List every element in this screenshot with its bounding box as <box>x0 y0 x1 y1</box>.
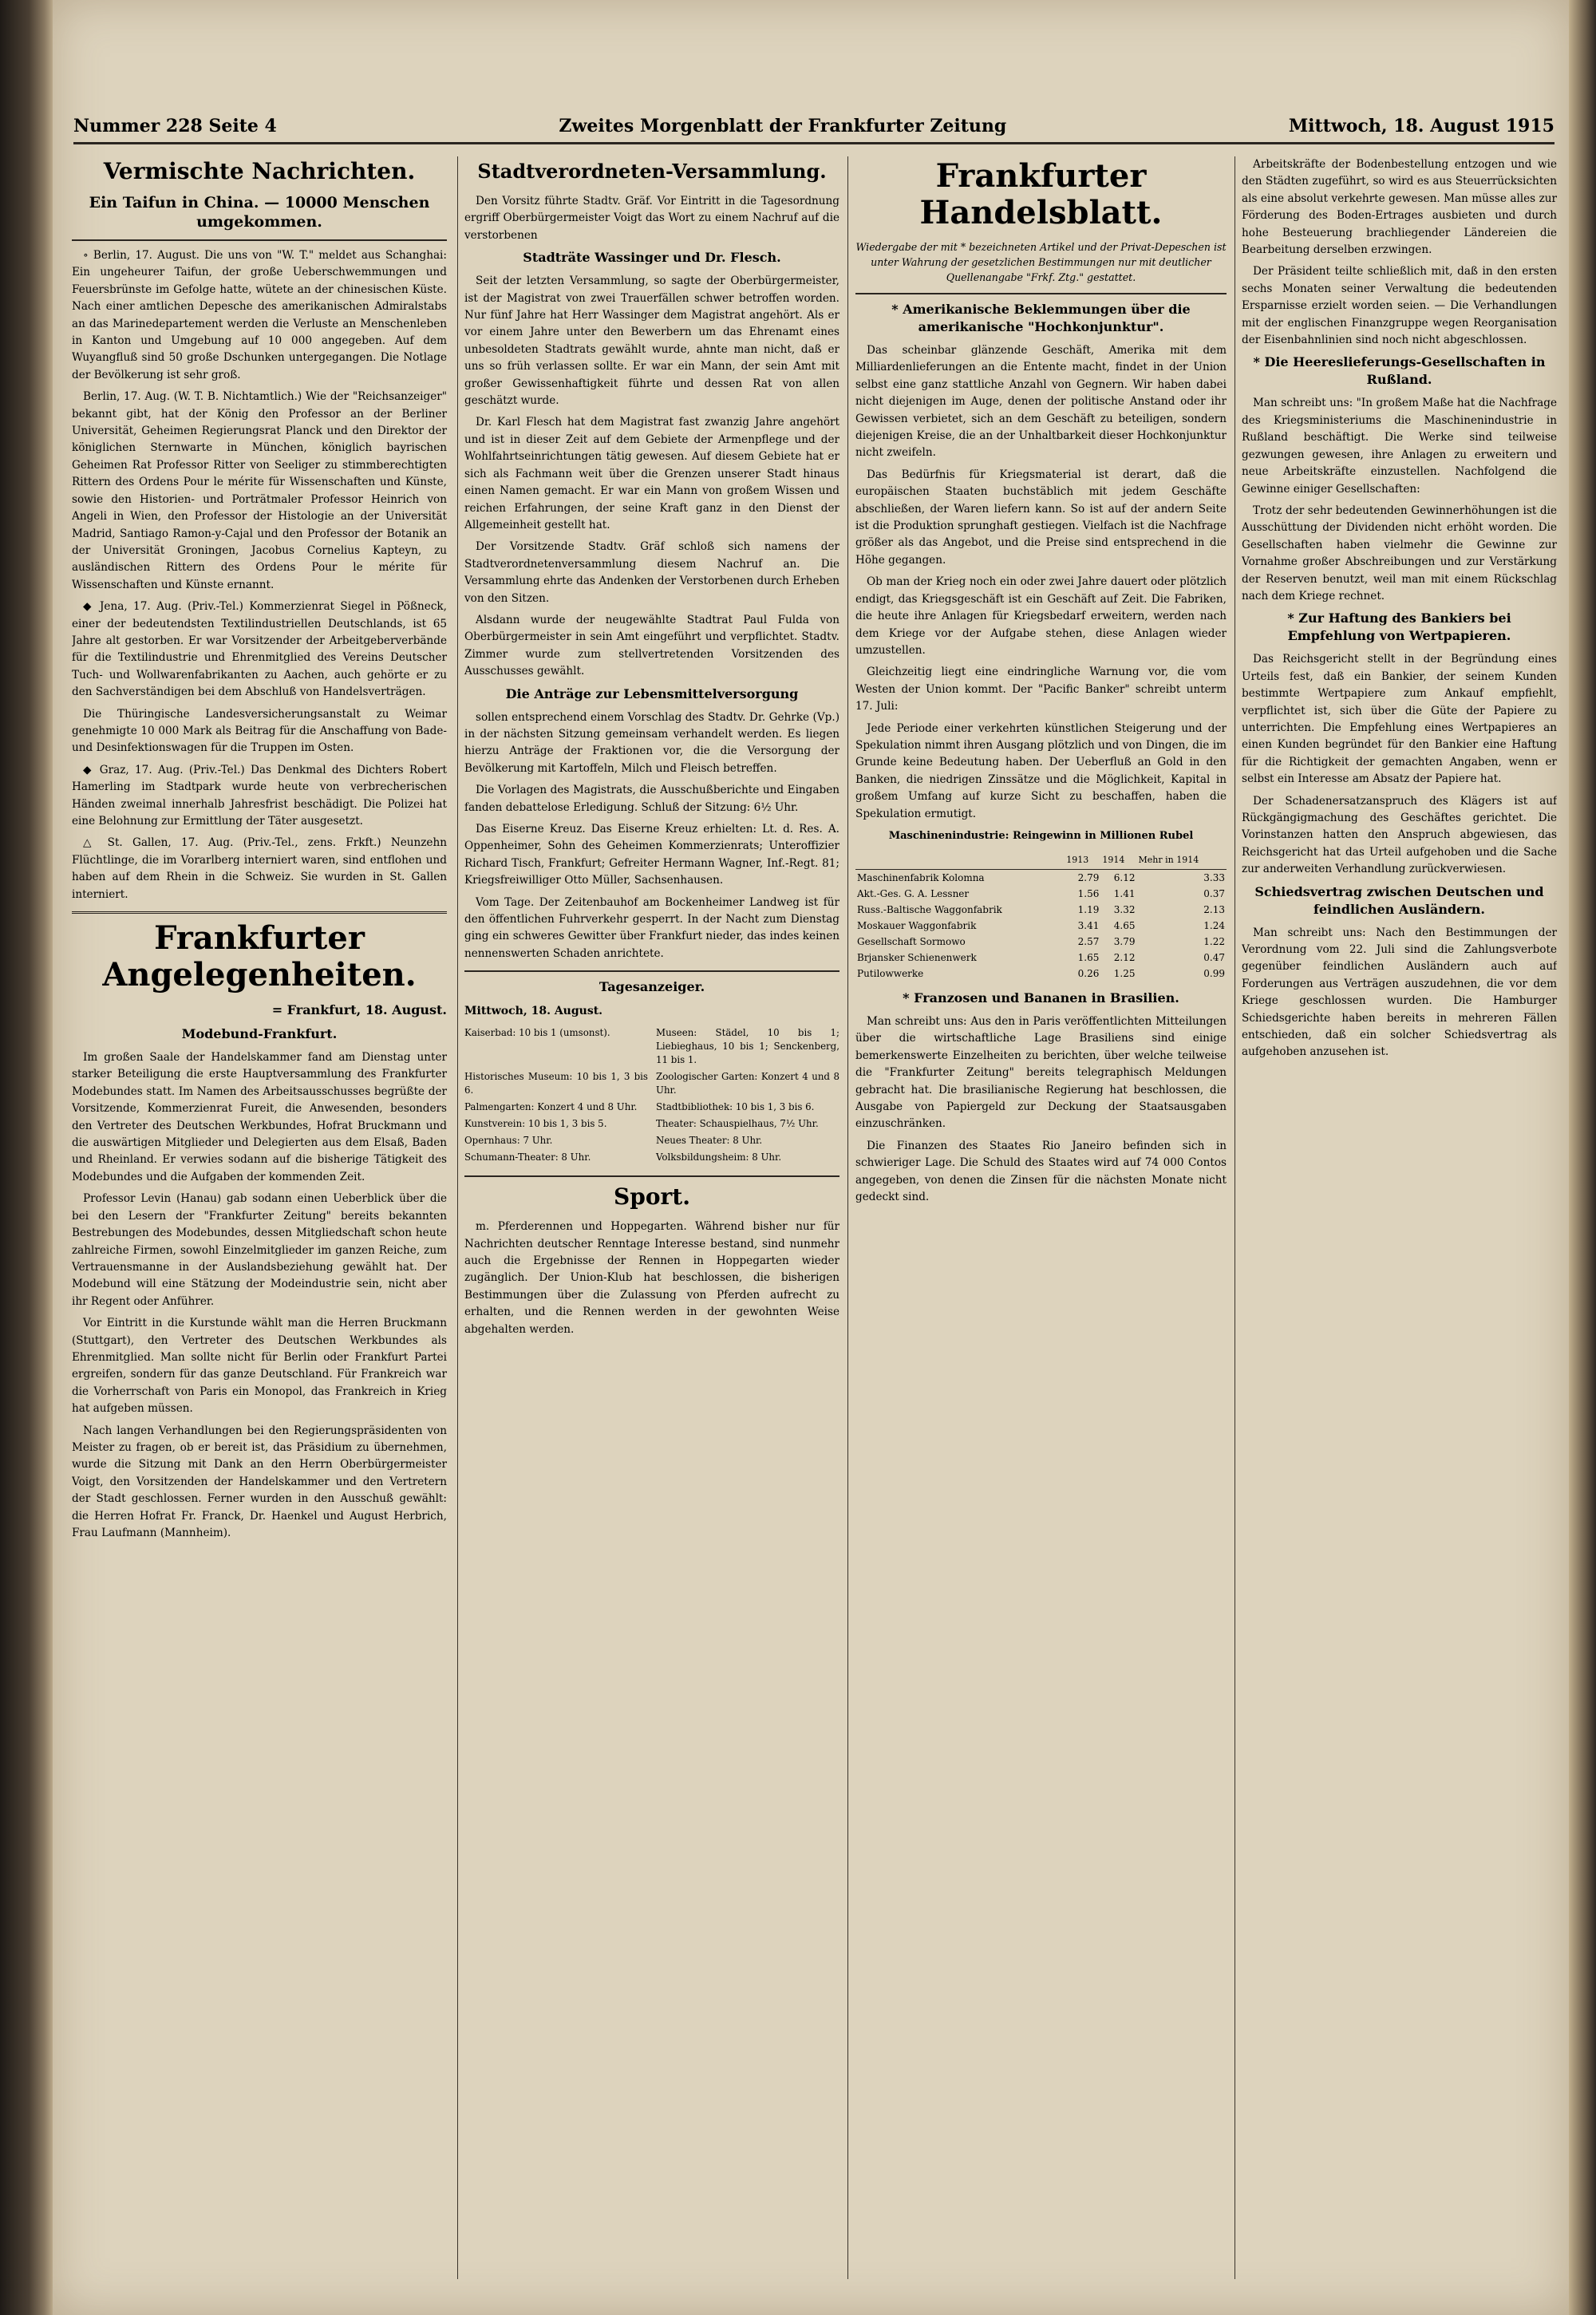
tagesanzeiger-list <box>464 1026 839 1167</box>
article-paragraph: sollen entsprechend einem Vorschlag des Stadtv. Dr. Gehrke (Vp.) in der nächsten Sitzung gemeinsam verhandelt werden. Es liegen hierzu Anträge der Fraktionen vor, die die Versorgung der Bevölkerung mit Kartoffeln, Milch und Fleisch betreffen. <box>464 710 839 775</box>
table-row <box>855 934 1227 950</box>
section-headline: Stadtverordneten-Versammlung. <box>477 160 827 183</box>
section-headline: Frankfurter Handelsblatt. <box>919 157 1163 231</box>
list-item: Kunstverein: 10 bis 1, 3 bis 5. <box>464 1118 607 1130</box>
column-handel-continued <box>1242 156 1557 2279</box>
table-cell: 3.41 <box>1077 919 1100 931</box>
list-item: Schumann-Theater: 8 Uhr. <box>464 1152 591 1163</box>
column-stadtverordnete <box>464 156 839 2279</box>
table-cell: 3.33 <box>1203 871 1225 883</box>
table-row <box>855 902 1227 918</box>
page-edge <box>1569 0 1596 2315</box>
table-cell: Akt.-Ges. G. A. Lessner <box>857 887 970 899</box>
earnings-table <box>855 851 1227 982</box>
section-headline: Frankfurter Angelegenheiten. <box>102 919 417 994</box>
table-cell: 0.26 <box>1077 967 1100 979</box>
article-paragraph: Man schreibt uns: "In großem Maße hat die Nachfrage des Kriegsministeriums die Maschinenindustrie in Rußland beschäftigt. Die Werke sind teilweise gezwungen gewesen, ihre Anlagen zu erweitern und neue Arbeitskräfte einzustellen. Nachfolgend die Gewinne einiger Gesellschaften: <box>1242 397 1557 496</box>
article-paragraph: Den Vorsitz führte Stadtv. Gräf. Vor Eintritt in die Tagesordnung ergriff Oberbürgermeister Voigt das Wort zu einem Nachruf auf die verstorbenen <box>464 195 839 242</box>
article-paragraph: Trotz der sehr bedeutenden Gewinnerhöhungen ist die Ausschüttung der Dividenden nicht erhöht worden. Die Gesellschaften haben vielmehr die Gewinne zur Vornahme großer Abschreibungen und zur Verstärkung der Reserven benutzt, weil man mit einem Rückschlag nach dem Kriege rechnet. <box>1242 504 1557 602</box>
article-paragraph: △ St. Gallen, 17. Aug. (Priv.-Tel., zens. Frkft.) Neunzehn Flüchtlinge, die im Vorarlberg interniert waren, sind entflohen und haben auf dem Rhein in die Schweiz. Sie wurden in St. Gallen interniert. <box>72 836 447 901</box>
article-paragraph: Im großen Saale der Handelskammer fand am Dienstag unter starker Beteiligung die erste Hauptversammlung des Frankfurter Modebundes statt. Im Namen des Arbeitsausschusses begrüßte der Vorsitzende, Kommerzienrat Fureit, die Anwesenden, besonders den Vertreter des Deutschen Werkbundes, Hofrat Bruckmann und die auswärtigen Mitglieder und Delegierten aus dem Elsaß, Baden und Rheinland. Er verwies sodann auf die bisherige Tätigkeit des Modebundes und die Aufgaben der kommenden Zeit. <box>72 1051 447 1183</box>
article-paragraph: ◆ Jena, 17. Aug. (Priv.-Tel.) Kommerzienrat Siegel in Pößneck, einer der bedeutendsten Textilindustriellen Deutschlands, ist 65 Jahre alt gestorben. Er war Vorsitzender der Arbeitgeberverbände für die Textilindustrie und Ehrenmitglied des Vereins Deutscher Tuch- und Wollwarenfabrikanten zu Aachen, auch gehörte er zu den Sachverständigen bei dem Abschluß von Handelsverträgen. <box>72 600 447 699</box>
divider <box>72 911 447 914</box>
article-paragraph: Professor Levin (Hanau) gab sodann einen Ueberblick über die bei den Lesern der "Frankfurter Zeitung" bereits bekannten Bestrebungen des Modebundes, dessen Mitgliedschaft schon heute zahlreiche Firmen, sowohl Einzelmitglieder im ganzen Reiche, zum Vertrauensmanne in der Auslandsbeziehung gewählt hat. Der Modebund will eine Stätzung der Modeindustrie sein, nicht aber ihr Regent oder Anführer. <box>72 1192 447 1308</box>
article-paragraph: Der Präsident teilte schließlich mit, daß in den ersten sechs Monaten seiner Verwaltung die bedeutenden Ersparnisse erzielt worden seien. — Die Verhandlungen mit der englischen Finanzgruppe wegen Reorganisation der Eisenbahnlinien sind noch nicht abgeschlossen. <box>1242 265 1557 347</box>
article-paragraph: Das Bedürfnis für Kriegsmaterial ist derart, daß die europäischen Staaten buchstäblich mit jedem Geschäfte abschließen, der Waren liefern kann. So ist auf der andern Seite ist die Produktion sprunghaft gestiegen. Vielfach ist die Nachfrage größer als das Angebot, und die Preise sind entsprechend in die Höhe gegangen. <box>855 468 1227 567</box>
table-row <box>855 950 1227 966</box>
article-paragraph: Berlin, 17. Aug. (W. T. B. Nichtamtlich.) Wie der "Reichsanzeiger" bekannt gibt, hat der König den Professor an der Berliner Universität, Geheimen Regierungsrat Planck und den Direktor der königlichen Sternwarte in München, königlich bayrischen Geheimen Rat Professor Ritter von Seeliger zu stimmberechtigten Rittern des Ordens Pour le mérite für Wissenschaften und Künste, sowie den Historien- und Porträtmaler Professor Heinrich von Angeli in Wien, den Professor der Histologie an der Universität Madrid, Santiago Ramon-y-Cajal und den Professor der Botanik an der Universität Groningen, Jacobus Cornelius Kapteyn, zu ausländischen Rittern des Ordens Pour le mérite für Wissenschaften und Künste ernannt. <box>72 390 447 591</box>
article-paragraph: Alsdann wurde der neugewählte Stadtrat Paul Fulda von Oberbürgermeister in sein Amt eingeführt und verpflichtet. Stadtv. Zimmer wurde zum stellvertretenden Vorsitzenden des Ausschusses gewählt. <box>464 613 839 678</box>
table-cell: 1.22 <box>1203 935 1225 947</box>
article-paragraph: Gleichzeitig liegt eine eindringliche Warnung vor, die vom Westen der Union kommt. Der "Pacific Banker" schreibt unterm 17. Juli: <box>855 666 1227 713</box>
table-cell: 1.65 <box>1077 951 1100 963</box>
article-headline: Schiedsvertrag zwischen Deutschen und feindlichen Ausländern. <box>1254 883 1544 917</box>
table-body <box>855 869 1227 982</box>
article-paragraph: Der Vorsitzende Stadtv. Gräf schloß sich namens der Stadtverordnetenversammlung diesem Nachruf an. Die Versammlung ehrte das Andenken der Verstorbenen durch Erheben von den Sitzen. <box>464 540 839 605</box>
list-item: Historisches Museum: 10 bis 1, 3 bis 6. <box>464 1071 648 1096</box>
table-row <box>855 918 1227 934</box>
column-handelsblatt <box>855 156 1227 2279</box>
table-cell: 6.12 <box>1113 871 1136 883</box>
table-cell: Moskauer Waggonfabrik <box>857 919 977 931</box>
table-cell: 1.19 <box>1077 903 1100 915</box>
table-header-row <box>855 851 1227 870</box>
tagesanzeiger-title: Tagesanzeiger. <box>598 979 705 995</box>
list-item: Volksbildungsheim: 8 Uhr. <box>656 1152 782 1163</box>
table-cell: 3.79 <box>1113 935 1136 947</box>
article-paragraph: Man schreibt uns: Nach den Bestimmungen der Verordnung vom 22. Juli sind die Zahlungsverbote gegenüber feindlichen Ausländern auch auf Forderungen aus Verträgen auszudehnen, die vor dem Kriege geschlossen wurden. Die Hamburger Schiedsgerichte haben bereits in mehreren Fällen entschieden, daß ein solcher Schiedsvertrag als aufgehoben anzusehen ist. <box>1242 926 1557 1059</box>
article-headline: Ein Taifun in China. — 10000 Menschen umgekommen. <box>89 194 430 231</box>
table-header: 1914 <box>1100 851 1136 870</box>
section-headline: Sport. <box>614 1183 690 1211</box>
table-header: Mehr in 1914 <box>1136 851 1227 870</box>
issue-date: Mittwoch, 18. August 1915 <box>1288 116 1555 136</box>
table-cell: Putilowwerke <box>857 967 924 979</box>
article-paragraph: Das scheinbar glänzende Geschäft, Amerika mit dem Milliardenlieferungen an die Entente macht, findet in der Union selbst eine ganz stattliche Anzahl von Gegnern. Wir haben dabei nicht diejenigen im Auge, denen der politische Anstand oder ihr Gewissen verbietet, sich an dem Geschäft zu beteiligen, sondern diejenigen Kreise, die an der Unhaltbarkeit dieser Hochkonjunktur nicht zweifeln. <box>855 344 1227 460</box>
table-cell: 1.56 <box>1077 887 1100 899</box>
column-vermischtes <box>72 156 447 2279</box>
article-paragraph: Die Finanzen des Staates Rio Janeiro befinden sich in schwieriger Lage. Die Schuld des Staates wird auf 74 000 Contos angegeben, von denen die Zinsen für die nächsten Monate nicht gedeckt sind. <box>855 1139 1227 1204</box>
article-headline: Die Anträge zur Lebensmittelversorgung <box>505 685 799 701</box>
list-item: Neues Theater: 8 Uhr. <box>656 1135 763 1147</box>
article-paragraph: Das Eiserne Kreuz. Das Eiserne Kreuz erhielten: Lt. d. Res. A. Oppenheimer, Sohn des Geheimen Kommerzienrats; Unteroffizier Richard Tisch, Frankfurt; Gefreiter Hermann Wagner, Inf.-Regt. 81; Kriegsfreiwilliger Otto Müller, Sachsenhausen. <box>464 823 839 887</box>
table-cell: 4.65 <box>1113 919 1136 931</box>
table-cell: 3.32 <box>1113 903 1136 915</box>
list-item: Palmengarten: Konzert 4 und 8 Uhr. <box>464 1101 638 1113</box>
table-cell: Maschinenfabrik Kolomna <box>857 871 985 883</box>
column-rule <box>457 156 458 2279</box>
article-paragraph: Der Schadenersatzanspruch des Klägers ist auf Rückgängigmachung des Geschäftes gerichtet. Die Vorinstanzen hatten den Anspruch abgewiesen, das Reichsgericht hat das Urteil aufgehoben und die Sache zur anderweiten Verhandlung zurückverwiesen. <box>1242 794 1557 876</box>
table-cell: Brjansker Schienenwerk <box>857 951 977 963</box>
divider <box>464 970 839 972</box>
article-headline: * Die Heereslieferungs-Gesellschaften in Rußland. <box>1253 354 1546 388</box>
list-item: Theater: Schauspielhaus, 7½ Uhr. <box>656 1118 819 1130</box>
article-paragraph: m. Pferderennen und Hoppegarten. Während bisher nur für Nachrichten deutscher Renntage Interesse bestand, sind nunmehr auch die Ergebnisse der Rennen in Hoppegarten wieder zugänglich. Der Union-Klub hat beschlossen, die bisherigen Bestimmungen über die Zulassung von Pferden aufrecht zu erhalten, und die Rennen werden in der gewohnten Weise abgehalten werden. <box>464 1220 839 1336</box>
table-cell: 2.79 <box>1077 871 1100 883</box>
divider <box>855 293 1227 294</box>
article-paragraph: ∘ Berlin, 17. August. Die uns von "W. T." meldet aus Schanghai: Ein ungeheurer Taifun, der große Ueberschwemmungen und Feuersbrünste im Gefolge hatte, wütete an der chinesischen Küste. Nach einer amtlichen Depesche des amerikanischen Admiralstabs an das Marinedepartement werden die Verluste an Menschenleben in Kanton und Umgebung auf 10 000 angegeben. Auf dem Wuyangfluß sind 50 große Dschunken untergegangen. Die Notlage der Bevölkerung ist sehr groß. <box>72 249 447 381</box>
divider <box>72 239 447 241</box>
reprint-notice: Wiedergabe der mit * bezeichneten Artikel und der Privat-Depeschen ist unter Wahrung der gesetzlichen Bestimmungen nur mit deutlicher Quellenangabe "Frkf. Ztg." gestattet. <box>855 241 1227 283</box>
table-cell: Gesellschaft Sormowo <box>857 935 966 947</box>
table-cell: 2.57 <box>1077 935 1100 947</box>
article-paragraph: Nach langen Verhandlungen bei den Regierungspräsidenten von Meister zu fragen, ob er bereit ist, das Präsidium zu übernehmen, wurde die Sitzung mit Dank an den Herrn Oberbürgermeister Voigt, den Vorsitzenden der Handelskammer und den Vertretern der Stadt geschlossen. Ferner wurden in den Ausschuß gewählt: die Herren Hofrat Fr. Franck, Dr. Haenkel und August Herbrich, Frau Laufmann (Mannheim). <box>72 1424 447 1539</box>
article-paragraph: ◆ Graz, 17. Aug. (Priv.-Tel.) Das Denkmal des Dichters Robert Hamerling im Stadtpark wurde heute von verbrecherischen Händen zweimal innerhalb Jahresfrist beschädigt. Die Polizei hat eine Belohnung zur Ermittlung der Täter ausgesetzt. <box>72 763 447 828</box>
masthead <box>73 110 1555 144</box>
article-headline: * Zur Haftung des Bankiers bei Empfehlung von Wertpapieren. <box>1287 610 1511 644</box>
table-header: 1913 <box>1065 851 1100 870</box>
issue-number: Nummer 228 Seite 4 <box>73 116 277 136</box>
article-paragraph: Jede Periode einer verkehrten künstlichen Steigerung und der Spekulation nimmt ihren Ausgang plötzlich und von Dingen, die im Grunde keine Bedeutung haben. Der Ueberfluß an Gold in den Banken, die niedrigen Zinssätze und die Möglichkeit, Kapital in großem Umfang auf kurze Sicht zu beschaffen, haben die Spekulation ermutigt. <box>855 721 1227 820</box>
table-cell: 2.13 <box>1203 903 1225 915</box>
section-headline: Vermischte Nachrichten. <box>103 158 416 184</box>
list-item: Stadtbibliothek: 10 bis 1, 3 bis 6. <box>656 1101 815 1113</box>
article-headline: Stadträte Wassinger und Dr. Flesch. <box>523 250 781 266</box>
table-cell: 2.12 <box>1113 951 1136 963</box>
article-paragraph: Das Reichsgericht stellt in der Begründung eines Urteils fest, daß ein Bankier, der seinem Kunden bestimmte Wertpapiere zum Ankauf empfiehlt, verpflichtet ist, sich über die Güte der Papiere zu unterrichten. Die Empfehlung eines Wertpapieres an einen Kunden begründet für den Bankier eine Haftung für die Richtigkeit der gemachten Angaben, wenn er selbst ein Interesse am Absatz der Papiere hat. <box>1242 653 1557 786</box>
article-paragraph: Vom Tage. Der Zeitenbauhof am Bockenheimer Landweg ist für den öffentlichen Fuhrverkehr gesperrt. In der Nacht zum Dienstag ging ein schweres Gewitter über Frankfurt nieder, das indes keinen nennenswerten Schaden anrichtete. <box>464 895 839 960</box>
article-paragraph: Die Thüringische Landesversicherungsanstalt zu Weimar genehmigte 10 000 Mark als Beitrag für die Anschaffung von Bade- und Desinfektionswagen für die Truppen im Osten. <box>72 707 447 755</box>
tagesanzeiger-date: Mittwoch, 18. August. <box>464 1005 603 1018</box>
divider <box>464 1175 839 1177</box>
table-header <box>855 851 1065 870</box>
table-row <box>855 886 1227 902</box>
list-item: Zoologischer Garten: Konzert 4 und 8 Uhr. <box>656 1071 839 1096</box>
column-rule <box>847 156 848 2279</box>
dateline: = Frankfurt, 18. August. <box>271 1002 447 1018</box>
article-headline: * Franzosen und Bananen in Brasilien. <box>903 990 1179 1005</box>
article-paragraph: Arbeitskräfte der Bodenbestellung entzogen und wie den Städten zugeführt, so wird es aus Steuerrücksichten als eine absolut verkehrte gewesen. Man müsse alles zur Förderung des Boden-Ertrages ausbieten und durch hohe Besteuerung brachliegender Ländereien die Bearbeitung derselben erzwingen. <box>1242 158 1557 257</box>
article-headline: * Amerikanische Beklemmungen über die amerikanische "Hochkonjunktur". <box>891 302 1191 334</box>
article-paragraph: Seit der letzten Versammlung, so sagte der Oberbürgermeister, ist der Magistrat von zwei Trauerfällen schwer betroffen worden. Nur fünf Jahre hat Herr Wassinger dem Magistrat angehört. Als er vor einem Jahre unter den Bewerbern um das Ehrenamt eines unbesoldeten Stadtrats gewählt wurde, ahnte man nicht, daß er uns so früh verlassen sollte. Er war ein Mann, der sein Amt mit großer Gewissenhaftigkeit führte und dessen Rat von allen geschätzt wurde. <box>464 275 839 408</box>
article-headline: Modebund-Frankfurt. <box>181 1026 338 1042</box>
article-paragraph: Man schreibt uns: Aus den in Paris veröffentlichten Mitteilungen über die wirtschaftliche Lage Brasiliens sind einige bemerkenswerte Einzelheiten zu berichten, über welche teilweise die "Frankfurter Zeitung" bereits telegraphisch Meldungen gebracht hat. Die brasilianische Regierung hat beschlossen, die Ausgabe von Papiergeld zur Deckung der Staatsausgaben einzuschränken. <box>855 1014 1227 1131</box>
list-item: Kaiserbad: 10 bis 1 (umsonst). <box>464 1027 610 1039</box>
list-item: Opernhaus: 7 Uhr. <box>464 1135 553 1147</box>
article-paragraph: Ob man der Krieg noch ein oder zwei Jahre dauert oder plötzlich endigt, das Kriegsgeschäft ist ein Geschäft auf Zeit. Die Fabriken, die heute ihre Anlagen für Kriegsbedarf erweitern, werden nach dem Kriege vor der Aufgabe stehen, diese Anlagen wieder umzustellen. <box>855 575 1227 657</box>
table-cell: 1.41 <box>1113 887 1136 899</box>
article-paragraph: Die Vorlagen des Magistrats, die Ausschußberichte und Eingaben fanden debattelose Erledigung. Schluß der Sitzung: 6½ Uhr. <box>464 784 839 814</box>
table-cell: 1.24 <box>1203 919 1225 931</box>
book-binding <box>0 0 53 2315</box>
table-caption: Maschinenindustrie: Reingewinn in Millionen Rubel <box>888 829 1194 842</box>
list-item: Museen: Städel, 10 bis 1; Liebieghaus, 10 bis 1; Senckenberg, 11 bis 1. <box>656 1027 839 1066</box>
article-paragraph: Dr. Karl Flesch hat dem Magistrat fast zwanzig Jahre angehört und ist in dieser Zeit auf dem Gebiete der Armenpflege und der Wohlfahrtseinrichtungen tätig gewesen. Auf diesem Gebiete hat er sich als Fachmann weit über die Grenzen unserer Stadt hinaus einen Namen gemacht. Er war ein Mann von großem Wissen und reichen Erfahrungen, der seine Kraft ganz in den Dienst der Allgemeinheit gestellt hat. <box>464 416 839 531</box>
table-row <box>855 966 1227 982</box>
table-cell: 0.37 <box>1203 887 1225 899</box>
table-row <box>855 869 1227 886</box>
article-paragraph: Vor Eintritt in die Kurstunde wählt man die Herren Bruckmann (Stuttgart), den Vertreter des Deutschen Werkbundes als Ehrenmitglied. Man sollte nicht für Berlin oder Frankfurt Partei ergreifen, sondern für das ganze Deutschland. Für Frankreich war die Vorherrschaft von Paris ein Monopol, das Frankreich in Krieg hat aufgeben müssen. <box>72 1317 447 1416</box>
table-cell: 0.47 <box>1203 951 1225 963</box>
table-cell: 1.25 <box>1113 967 1136 979</box>
paper-name: Zweites Morgenblatt der Frankfurter Zeitung <box>559 116 1007 136</box>
table-cell: Russ.-Baltische Waggonfabrik <box>857 903 1002 915</box>
table-cell: 0.99 <box>1203 967 1225 979</box>
